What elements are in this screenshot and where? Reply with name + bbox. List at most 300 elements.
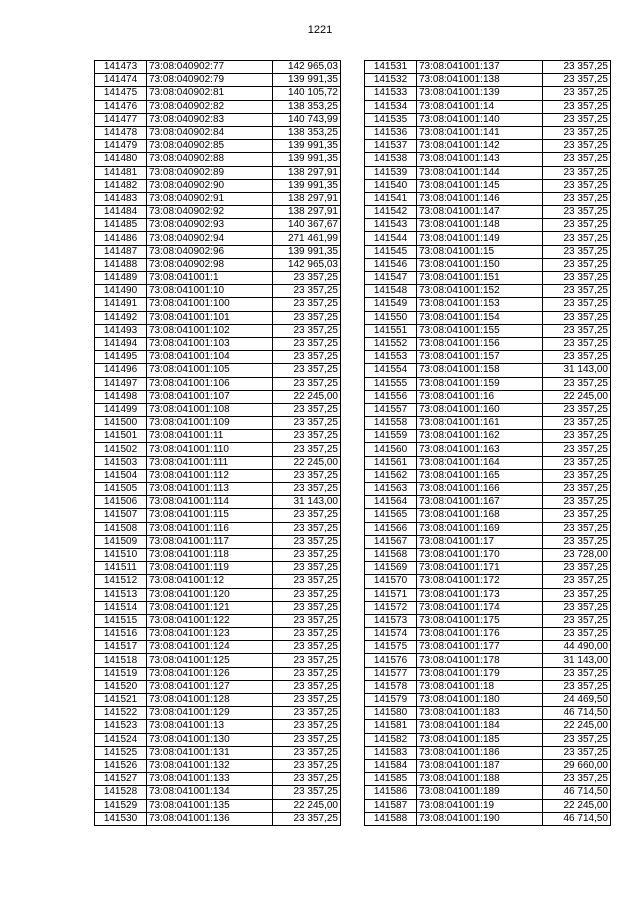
row-number-cell: 141559: [365, 430, 417, 443]
table-row: [365, 390, 611, 403]
row-number-cell: 141577: [365, 667, 417, 680]
cadastral-number-cell: 73:08:040902:92: [147, 206, 273, 219]
cadastral-number-cell: 73:08:041001:110: [147, 443, 273, 456]
cadastral-number-cell: 73:08:041001:173: [417, 588, 543, 601]
table-row: [95, 100, 341, 113]
row-number-cell: 141569: [365, 562, 417, 575]
value-cell: 23 357,25: [543, 324, 611, 337]
row-number-cell: 141513: [95, 588, 147, 601]
cadastral-number-cell: 73:08:041001:124: [147, 641, 273, 654]
cadastral-number-cell: 73:08:041001:147: [417, 206, 543, 219]
table-row: [365, 153, 611, 166]
cadastral-number-cell: 73:08:041001:111: [147, 456, 273, 469]
value-cell: 138 297,91: [273, 206, 341, 219]
row-number-cell: 141476: [95, 100, 147, 113]
value-cell: 23 357,25: [543, 456, 611, 469]
value-cell: 23 357,25: [273, 628, 341, 641]
table-row: [95, 707, 341, 720]
cadastral-number-cell: 73:08:041001:150: [417, 258, 543, 271]
value-cell: 23 357,25: [273, 786, 341, 799]
cadastral-number-cell: 73:08:040902:98: [147, 258, 273, 271]
value-cell: 140 743,99: [273, 113, 341, 126]
row-number-cell: 141525: [95, 746, 147, 759]
table-row: [365, 232, 611, 245]
row-number-cell: 141550: [365, 311, 417, 324]
cadastral-number-cell: 73:08:041001:185: [417, 733, 543, 746]
cadastral-number-cell: 73:08:041001:135: [147, 799, 273, 812]
row-number-cell: 141565: [365, 509, 417, 522]
cadastral-number-cell: 73:08:041001:167: [417, 496, 543, 509]
table-row: [365, 311, 611, 324]
row-number-cell: 141495: [95, 351, 147, 364]
row-number-cell: 141529: [95, 799, 147, 812]
table-row: [95, 469, 341, 482]
row-number-cell: 141511: [95, 562, 147, 575]
cadastral-number-cell: 73:08:041001:177: [417, 641, 543, 654]
value-cell: 139 991,35: [273, 179, 341, 192]
row-number-cell: 141551: [365, 324, 417, 337]
table-row: [365, 799, 611, 812]
page-number: 1221: [307, 24, 333, 36]
table-row: [95, 166, 341, 179]
cadastral-number-cell: 73:08:041001:104: [147, 351, 273, 364]
cadastral-number-cell: 73:08:040902:90: [147, 179, 273, 192]
table-row: [365, 140, 611, 153]
value-cell: 140 105,72: [273, 87, 341, 100]
cadastral-number-cell: 73:08:041001:148: [417, 219, 543, 232]
row-number-cell: 141556: [365, 390, 417, 403]
cadastral-number-cell: 73:08:041001:143: [417, 153, 543, 166]
row-number-cell: 141554: [365, 364, 417, 377]
table-row: [95, 153, 341, 166]
row-number-cell: 141534: [365, 100, 417, 113]
cadastral-number-cell: 73:08:041001:103: [147, 337, 273, 350]
table-row: [95, 614, 341, 627]
table-row: [95, 773, 341, 786]
cadastral-number-cell: 73:08:041001:118: [147, 548, 273, 561]
table-row: [95, 232, 341, 245]
table-row: [365, 694, 611, 707]
row-number-cell: 141482: [95, 179, 147, 192]
row-number-cell: 141489: [95, 272, 147, 285]
cadastral-number-cell: 73:08:041001:163: [417, 443, 543, 456]
value-cell: 23 357,25: [273, 311, 341, 324]
cadastral-number-cell: 73:08:041001:171: [417, 562, 543, 575]
row-number-cell: 141507: [95, 509, 147, 522]
table-row: [95, 759, 341, 772]
table-row: [365, 456, 611, 469]
cadastral-number-cell: 73:08:041001:130: [147, 733, 273, 746]
table-row: [95, 179, 341, 192]
cadastral-number-cell: 73:08:041001:107: [147, 390, 273, 403]
row-number-cell: 141477: [95, 113, 147, 126]
value-cell: 23 357,25: [273, 562, 341, 575]
table-row: [95, 535, 341, 548]
cadastral-number-cell: 73:08:041001:168: [417, 509, 543, 522]
table-row: [95, 548, 341, 561]
row-number-cell: 141583: [365, 746, 417, 759]
table-row: [365, 562, 611, 575]
table-row: [95, 206, 341, 219]
table-row: [95, 61, 341, 74]
table-row: [365, 166, 611, 179]
cadastral-number-cell: 73:08:041001:10: [147, 285, 273, 298]
table-row: [365, 707, 611, 720]
cadastral-number-cell: 73:08:041001:175: [417, 614, 543, 627]
cadastral-number-cell: 73:08:040902:79: [147, 74, 273, 87]
right-cadastral-table: [364, 60, 611, 826]
row-number-cell: 141509: [95, 535, 147, 548]
table-row: [365, 100, 611, 113]
table-row: [95, 258, 341, 271]
value-cell: 23 357,25: [273, 285, 341, 298]
value-cell: 138 297,91: [273, 192, 341, 205]
value-cell: 23 357,25: [543, 100, 611, 113]
table-row: [365, 614, 611, 627]
table-row: [95, 720, 341, 733]
value-cell: 23 357,25: [543, 258, 611, 271]
table-row: [95, 641, 341, 654]
table-row: [95, 680, 341, 693]
value-cell: 31 143,00: [543, 654, 611, 667]
row-number-cell: 141533: [365, 87, 417, 100]
row-number-cell: 141481: [95, 166, 147, 179]
cadastral-number-cell: 73:08:041001:19: [417, 799, 543, 812]
value-cell: 23 357,25: [543, 483, 611, 496]
row-number-cell: 141566: [365, 522, 417, 535]
value-cell: 23 357,25: [273, 351, 341, 364]
value-cell: 23 357,25: [543, 535, 611, 548]
table-row: [95, 746, 341, 759]
row-number-cell: 141586: [365, 786, 417, 799]
table-row: [365, 535, 611, 548]
table-row: [95, 456, 341, 469]
cadastral-number-cell: 73:08:041001:121: [147, 601, 273, 614]
value-cell: 23 357,25: [543, 443, 611, 456]
cadastral-number-cell: 73:08:041001:142: [417, 140, 543, 153]
table-row: [95, 562, 341, 575]
cadastral-number-cell: 73:08:041001:178: [417, 654, 543, 667]
value-cell: 142 965,03: [273, 61, 341, 74]
cadastral-number-cell: 73:08:041001:184: [417, 720, 543, 733]
value-cell: 23 357,25: [273, 403, 341, 416]
cadastral-number-cell: 73:08:041001:133: [147, 773, 273, 786]
row-number-cell: 141490: [95, 285, 147, 298]
row-number-cell: 141575: [365, 641, 417, 654]
row-number-cell: 141545: [365, 245, 417, 258]
row-number-cell: 141523: [95, 720, 147, 733]
table-row: [95, 219, 341, 232]
value-cell: 23 357,25: [273, 430, 341, 443]
table-row: [95, 786, 341, 799]
row-number-cell: 141518: [95, 654, 147, 667]
cadastral-number-cell: 73:08:041001:108: [147, 403, 273, 416]
value-cell: 23 357,25: [273, 522, 341, 535]
table-row: [365, 258, 611, 271]
row-number-cell: 141524: [95, 733, 147, 746]
row-number-cell: 141581: [365, 720, 417, 733]
row-number-cell: 141494: [95, 337, 147, 350]
row-number-cell: 141535: [365, 113, 417, 126]
value-cell: 23 357,25: [543, 337, 611, 350]
cadastral-number-cell: 73:08:041001:158: [417, 364, 543, 377]
table-row: [365, 548, 611, 561]
row-number-cell: 141480: [95, 153, 147, 166]
row-number-cell: 141570: [365, 575, 417, 588]
table-row: [95, 496, 341, 509]
value-cell: 23 357,25: [273, 601, 341, 614]
cadastral-number-cell: 73:08:041001:16: [417, 390, 543, 403]
row-number-cell: 141548: [365, 285, 417, 298]
cadastral-number-cell: 73:08:041001:123: [147, 628, 273, 641]
row-number-cell: 141474: [95, 74, 147, 87]
table-row: [365, 430, 611, 443]
row-number-cell: 141579: [365, 694, 417, 707]
cadastral-number-cell: 73:08:040902:89: [147, 166, 273, 179]
table-row: [365, 641, 611, 654]
cadastral-number-cell: 73:08:040902:83: [147, 113, 273, 126]
value-cell: 23 357,25: [273, 720, 341, 733]
value-cell: 23 357,25: [273, 759, 341, 772]
cadastral-number-cell: 73:08:041001:126: [147, 667, 273, 680]
row-number-cell: 141555: [365, 377, 417, 390]
value-cell: 23 357,25: [543, 733, 611, 746]
cadastral-number-cell: 73:08:041001:159: [417, 377, 543, 390]
value-cell: 23 728,00: [543, 548, 611, 561]
cadastral-number-cell: 73:08:040902:93: [147, 219, 273, 232]
row-number-cell: 141506: [95, 496, 147, 509]
row-number-cell: 141475: [95, 87, 147, 100]
table-row: [365, 377, 611, 390]
value-cell: 23 357,25: [543, 601, 611, 614]
row-number-cell: 141587: [365, 799, 417, 812]
cadastral-number-cell: 73:08:041001:186: [417, 746, 543, 759]
value-cell: 138 353,25: [273, 126, 341, 139]
table-row: [365, 245, 611, 258]
row-number-cell: 141568: [365, 548, 417, 561]
table-row: [95, 588, 341, 601]
row-number-cell: 141515: [95, 614, 147, 627]
value-cell: 23 357,25: [543, 285, 611, 298]
row-number-cell: 141508: [95, 522, 147, 535]
table-row: [365, 469, 611, 482]
table-row: [95, 113, 341, 126]
row-number-cell: 141588: [365, 812, 417, 825]
table-row: [95, 799, 341, 812]
table-row: [365, 298, 611, 311]
row-number-cell: 141512: [95, 575, 147, 588]
table-row: [95, 140, 341, 153]
cadastral-number-cell: 73:08:041001:140: [417, 113, 543, 126]
row-number-cell: 141519: [95, 667, 147, 680]
cadastral-number-cell: 73:08:041001:137: [417, 61, 543, 74]
row-number-cell: 141500: [95, 417, 147, 430]
row-number-cell: 141496: [95, 364, 147, 377]
value-cell: 23 357,25: [543, 311, 611, 324]
value-cell: 23 357,25: [273, 694, 341, 707]
table-row: [365, 192, 611, 205]
table-row: [95, 337, 341, 350]
value-cell: 23 357,25: [543, 179, 611, 192]
cadastral-number-cell: 73:08:040902:81: [147, 87, 273, 100]
cadastral-number-cell: 73:08:041001:157: [417, 351, 543, 364]
cadastral-number-cell: 73:08:041001:134: [147, 786, 273, 799]
table-row: [365, 509, 611, 522]
table-row: [95, 654, 341, 667]
value-cell: 23 357,25: [543, 351, 611, 364]
value-cell: 46 714,50: [543, 786, 611, 799]
value-cell: 23 357,25: [273, 667, 341, 680]
value-cell: 23 357,25: [273, 509, 341, 522]
row-number-cell: 141561: [365, 456, 417, 469]
table-row: [95, 245, 341, 258]
table-row: [365, 654, 611, 667]
table-row: [95, 601, 341, 614]
cadastral-number-cell: 73:08:041001:13: [147, 720, 273, 733]
table-row: [95, 628, 341, 641]
cadastral-number-cell: 73:08:041001:136: [147, 812, 273, 825]
table-row: [365, 746, 611, 759]
cadastral-number-cell: 73:08:041001:112: [147, 469, 273, 482]
cadastral-number-cell: 73:08:041001:11: [147, 430, 273, 443]
row-number-cell: 141553: [365, 351, 417, 364]
value-cell: 23 357,25: [273, 272, 341, 285]
value-cell: 23 357,25: [543, 245, 611, 258]
cadastral-number-cell: 73:08:040902:82: [147, 100, 273, 113]
value-cell: 23 357,25: [543, 219, 611, 232]
cadastral-number-cell: 73:08:041001:100: [147, 298, 273, 311]
row-number-cell: 141493: [95, 324, 147, 337]
table-row: [365, 403, 611, 416]
row-number-cell: 141504: [95, 469, 147, 482]
row-number-cell: 141498: [95, 390, 147, 403]
value-cell: 23 357,25: [273, 614, 341, 627]
cadastral-number-cell: 73:08:041001:129: [147, 707, 273, 720]
row-number-cell: 141486: [95, 232, 147, 245]
row-number-cell: 141557: [365, 403, 417, 416]
row-number-cell: 141538: [365, 153, 417, 166]
cadastral-number-cell: 73:08:041001:162: [417, 430, 543, 443]
table-row: [365, 364, 611, 377]
row-number-cell: 141501: [95, 430, 147, 443]
value-cell: 23 357,25: [543, 232, 611, 245]
value-cell: 23 357,25: [273, 746, 341, 759]
cadastral-number-cell: 73:08:040902:96: [147, 245, 273, 258]
row-number-cell: 141549: [365, 298, 417, 311]
value-cell: 24 469,50: [543, 694, 611, 707]
row-number-cell: 141573: [365, 614, 417, 627]
table-row: [95, 509, 341, 522]
row-number-cell: 141510: [95, 548, 147, 561]
cadastral-number-cell: 73:08:041001:114: [147, 496, 273, 509]
row-number-cell: 141491: [95, 298, 147, 311]
row-number-cell: 141542: [365, 206, 417, 219]
row-number-cell: 141521: [95, 694, 147, 707]
cadastral-number-cell: 73:08:041001:153: [417, 298, 543, 311]
cadastral-number-cell: 73:08:041001:131: [147, 746, 273, 759]
table-row: [95, 430, 341, 443]
table-row: [95, 377, 341, 390]
table-row: [365, 522, 611, 535]
table-row: [365, 179, 611, 192]
value-cell: 46 714,50: [543, 812, 611, 825]
value-cell: 31 143,00: [543, 364, 611, 377]
value-cell: 23 357,25: [273, 469, 341, 482]
table-row: [365, 337, 611, 350]
table-row: [95, 390, 341, 403]
cadastral-number-cell: 73:08:041001:125: [147, 654, 273, 667]
value-cell: 31 143,00: [273, 496, 341, 509]
table-row: [365, 733, 611, 746]
row-number-cell: 141492: [95, 311, 147, 324]
value-cell: 23 357,25: [543, 403, 611, 416]
table-row: [95, 694, 341, 707]
value-cell: 23 357,25: [543, 562, 611, 575]
value-cell: 139 991,35: [273, 153, 341, 166]
value-cell: 23 357,25: [543, 417, 611, 430]
cadastral-number-cell: 73:08:041001:116: [147, 522, 273, 535]
cadastral-number-cell: 73:08:041001:144: [417, 166, 543, 179]
cadastral-number-cell: 73:08:040902:94: [147, 232, 273, 245]
value-cell: 23 357,25: [543, 496, 611, 509]
value-cell: 22 245,00: [273, 456, 341, 469]
row-number-cell: 141536: [365, 126, 417, 139]
row-number-cell: 141572: [365, 601, 417, 614]
cadastral-number-cell: 73:08:041001:1: [147, 272, 273, 285]
cadastral-number-cell: 73:08:041001:183: [417, 707, 543, 720]
value-cell: 23 357,25: [543, 746, 611, 759]
row-number-cell: 141514: [95, 601, 147, 614]
cadastral-number-cell: 73:08:041001:117: [147, 535, 273, 548]
value-cell: 22 245,00: [543, 799, 611, 812]
table-row: [365, 324, 611, 337]
row-number-cell: 141473: [95, 61, 147, 74]
cadastral-number-cell: 73:08:041001:170: [417, 548, 543, 561]
row-number-cell: 141502: [95, 443, 147, 456]
table-row: [365, 483, 611, 496]
value-cell: 23 357,25: [273, 377, 341, 390]
row-number-cell: 141539: [365, 166, 417, 179]
cadastral-number-cell: 73:08:041001:169: [417, 522, 543, 535]
cadastral-number-cell: 73:08:041001:188: [417, 773, 543, 786]
row-number-cell: 141580: [365, 707, 417, 720]
value-cell: 23 357,25: [543, 298, 611, 311]
row-number-cell: 141546: [365, 258, 417, 271]
table-row: [95, 311, 341, 324]
value-cell: 23 357,25: [543, 430, 611, 443]
cadastral-number-cell: 73:08:041001:18: [417, 680, 543, 693]
value-cell: 23 357,25: [273, 588, 341, 601]
row-number-cell: 141505: [95, 483, 147, 496]
table-row: [365, 74, 611, 87]
value-cell: 23 357,25: [273, 773, 341, 786]
table-row: [365, 272, 611, 285]
value-cell: 23 357,25: [543, 588, 611, 601]
value-cell: 22 245,00: [273, 799, 341, 812]
value-cell: 22 245,00: [543, 720, 611, 733]
row-number-cell: 141576: [365, 654, 417, 667]
table-row: [95, 667, 341, 680]
cadastral-number-cell: 73:08:041001:176: [417, 628, 543, 641]
table-row: [365, 773, 611, 786]
value-cell: 23 357,25: [543, 87, 611, 100]
table-row: [365, 601, 611, 614]
row-number-cell: 141499: [95, 403, 147, 416]
cadastral-number-cell: 73:08:041001:113: [147, 483, 273, 496]
cadastral-number-cell: 73:08:041001:174: [417, 601, 543, 614]
table-row: [95, 575, 341, 588]
row-number-cell: 141574: [365, 628, 417, 641]
